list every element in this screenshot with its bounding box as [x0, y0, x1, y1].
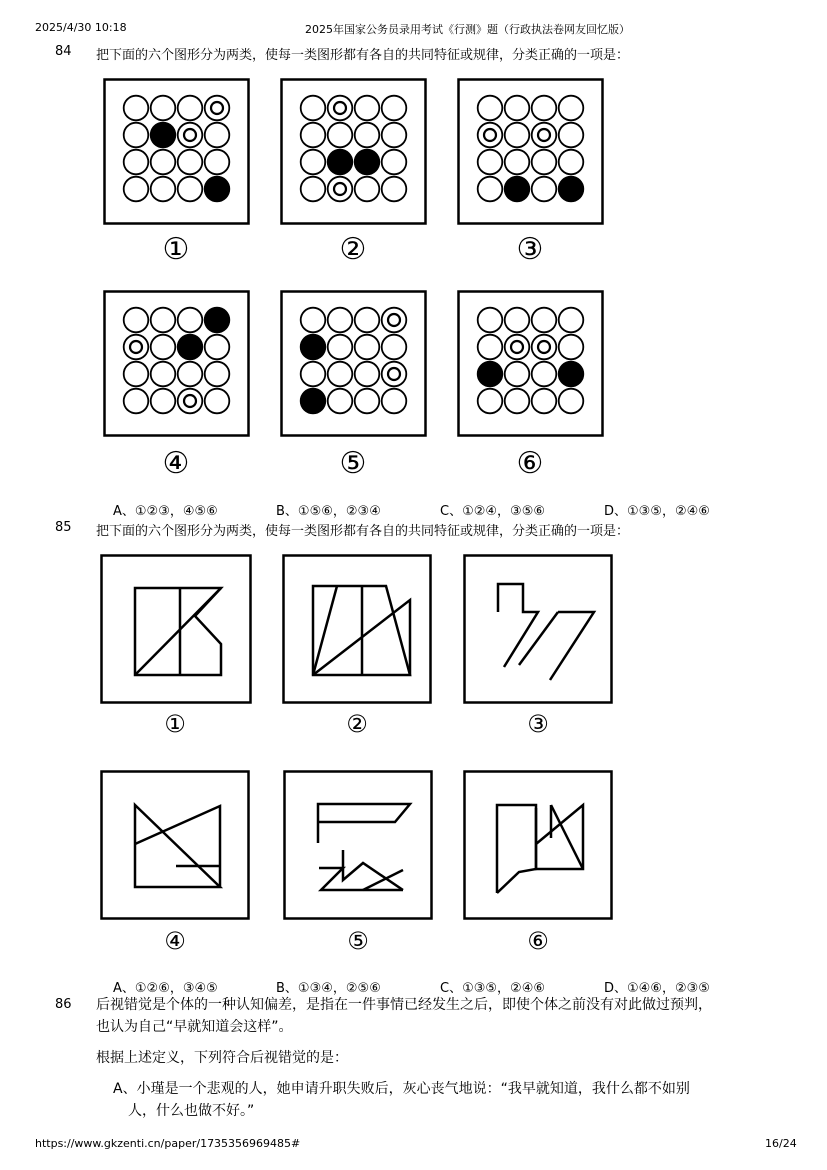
white-circle	[124, 123, 149, 148]
q85-figure-3	[463, 554, 613, 704]
q86-option-a-line-2[interactable]: 人，什么也做不好。”	[128, 1103, 255, 1119]
white-circle	[124, 150, 149, 175]
q85-label-6: ⑥	[527, 927, 549, 955]
white-circle	[478, 389, 503, 414]
q85-number: 85	[55, 520, 72, 535]
white-circle	[478, 308, 503, 333]
white-circle	[151, 96, 176, 121]
white-circle	[328, 362, 353, 387]
white-circle	[478, 335, 503, 360]
print-datetime: 2025/4/30 10:18	[35, 21, 127, 34]
white-circle	[478, 96, 503, 121]
white-circle	[205, 389, 230, 414]
white-circle	[151, 362, 176, 387]
q85-label-3: ③	[527, 710, 549, 738]
white-circle	[505, 150, 530, 175]
white-circle	[505, 123, 530, 148]
white-circle	[532, 150, 557, 175]
white-circle	[559, 96, 584, 121]
white-circle	[124, 389, 149, 414]
white-circle	[382, 150, 407, 175]
double-circle	[205, 96, 230, 121]
q85-figure-5	[283, 770, 433, 920]
white-circle	[559, 308, 584, 333]
q84-label-3: ③	[516, 232, 544, 267]
white-circle	[355, 362, 380, 387]
white-circle	[328, 389, 353, 414]
black-circle	[478, 362, 503, 387]
double-circle	[328, 96, 353, 121]
double-circle	[178, 123, 203, 148]
white-circle	[505, 308, 530, 333]
q86-prompt: 根据上述定义，下列符合后视错觉的是：	[96, 1050, 348, 1066]
q84-number: 84	[55, 44, 72, 59]
white-circle	[532, 96, 557, 121]
q85-figure-2	[282, 554, 432, 704]
white-circle	[532, 177, 557, 202]
white-circle	[559, 123, 584, 148]
white-circle	[532, 362, 557, 387]
black-circle	[301, 389, 326, 414]
q86-number: 86	[55, 997, 72, 1012]
q84-stem: 把下面的六个图形分为两类，使每一类图形都有各自的共同特征或规律，分类正确的一项是：	[96, 48, 630, 63]
q84-label-2: ②	[339, 232, 367, 267]
page-number: 16/24	[765, 1137, 797, 1150]
white-circle	[505, 362, 530, 387]
white-circle	[301, 150, 326, 175]
q84-figure-6	[457, 290, 604, 437]
double-circle	[382, 308, 407, 333]
white-circle	[382, 96, 407, 121]
white-circle	[151, 177, 176, 202]
white-circle	[124, 177, 149, 202]
q84-figure-3	[457, 78, 604, 225]
white-circle	[382, 123, 407, 148]
q85-label-4: ④	[164, 927, 186, 955]
white-circle	[478, 150, 503, 175]
q84-option-c[interactable]: C、①②④，③⑤⑥	[440, 504, 546, 519]
white-circle	[205, 123, 230, 148]
white-circle	[328, 123, 353, 148]
double-circle	[478, 123, 503, 148]
white-circle	[178, 96, 203, 121]
q84-label-5: ⑤	[339, 446, 367, 481]
white-circle	[328, 335, 353, 360]
white-circle	[151, 389, 176, 414]
q85-figure-6	[463, 770, 613, 920]
white-circle	[355, 177, 380, 202]
white-circle	[205, 335, 230, 360]
white-circle	[178, 308, 203, 333]
black-circle	[205, 308, 230, 333]
white-circle	[301, 177, 326, 202]
white-circle	[559, 150, 584, 175]
black-circle	[355, 150, 380, 175]
white-circle	[151, 335, 176, 360]
q86-definition-line-2: 也认为自己“早就知道会这样”。	[96, 1019, 293, 1035]
black-circle	[151, 123, 176, 148]
q85-option-d[interactable]: D、①④⑥，②③⑤	[604, 981, 710, 996]
white-circle	[178, 150, 203, 175]
q85-stem: 把下面的六个图形分为两类，使每一类图形都有各自的共同特征或规律，分类正确的一项是：	[96, 524, 630, 539]
white-circle	[124, 362, 149, 387]
q84-label-1: ①	[162, 232, 190, 267]
white-circle	[124, 96, 149, 121]
double-circle	[382, 362, 407, 387]
white-circle	[205, 362, 230, 387]
white-circle	[355, 308, 380, 333]
white-circle	[124, 308, 149, 333]
black-circle	[205, 177, 230, 202]
page-url: https://www.gkzenti.cn/paper/1735356969485#	[35, 1137, 301, 1150]
q84-figure-5	[280, 290, 427, 437]
white-circle	[505, 389, 530, 414]
q84-figure-1	[103, 78, 250, 225]
white-circle	[382, 389, 407, 414]
q84-figure-2	[280, 78, 427, 225]
q86-option-a-line-1[interactable]: A、小瑾是一个悲观的人，她申请升职失败后，灰心丧气地说：“我早就知道，我什么都不如别	[113, 1081, 690, 1097]
q85-option-b[interactable]: B、①③④，②⑤⑥	[276, 981, 381, 996]
black-circle	[559, 362, 584, 387]
white-circle	[301, 362, 326, 387]
black-circle	[301, 335, 326, 360]
double-circle	[532, 123, 557, 148]
white-circle	[301, 96, 326, 121]
white-circle	[178, 362, 203, 387]
white-circle	[382, 335, 407, 360]
white-circle	[355, 96, 380, 121]
black-circle	[178, 335, 203, 360]
q85-label-5: ⑤	[347, 927, 369, 955]
white-circle	[505, 96, 530, 121]
white-circle	[301, 123, 326, 148]
q84-figure-4	[103, 290, 250, 437]
white-circle	[355, 335, 380, 360]
white-circle	[178, 177, 203, 202]
white-circle	[532, 389, 557, 414]
q84-option-a[interactable]: A、①②③，④⑤⑥	[113, 504, 218, 519]
q85-label-1: ①	[164, 710, 186, 738]
white-circle	[355, 123, 380, 148]
white-circle	[328, 308, 353, 333]
q84-options	[0, 500, 827, 520]
q84-option-d[interactable]: D、①③⑤，②④⑥	[604, 504, 710, 519]
document-title: 2025年国家公务员录用考试《行测》题（行政执法卷网友回忆版）	[305, 23, 630, 36]
q85-option-c[interactable]: C、①③⑤，②④⑥	[440, 981, 546, 996]
double-circle	[328, 177, 353, 202]
q85-figure-1	[100, 554, 252, 704]
double-circle	[505, 335, 530, 360]
q84-label-4: ④	[162, 446, 190, 481]
white-circle	[532, 308, 557, 333]
q85-label-2: ②	[346, 710, 368, 738]
white-circle	[559, 335, 584, 360]
white-circle	[478, 177, 503, 202]
white-circle	[355, 389, 380, 414]
double-circle	[532, 335, 557, 360]
q84-option-b[interactable]: B、①⑤⑥，②③④	[276, 504, 381, 519]
black-circle	[328, 150, 353, 175]
double-circle	[124, 335, 149, 360]
q85-option-a[interactable]: A、①②⑥，③④⑤	[113, 981, 218, 996]
white-circle	[151, 308, 176, 333]
white-circle	[205, 150, 230, 175]
q84-label-6: ⑥	[516, 446, 544, 481]
double-circle	[178, 389, 203, 414]
q85-figure-4	[100, 770, 250, 920]
q86-definition-line-1: 后视错觉是个体的一种认知偏差，是指在一件事情已经发生之后，即使个体之前没有对此做过预判，	[96, 997, 712, 1013]
white-circle	[151, 150, 176, 175]
black-circle	[505, 177, 530, 202]
white-circle	[382, 177, 407, 202]
black-circle	[559, 177, 584, 202]
white-circle	[559, 389, 584, 414]
white-circle	[301, 308, 326, 333]
